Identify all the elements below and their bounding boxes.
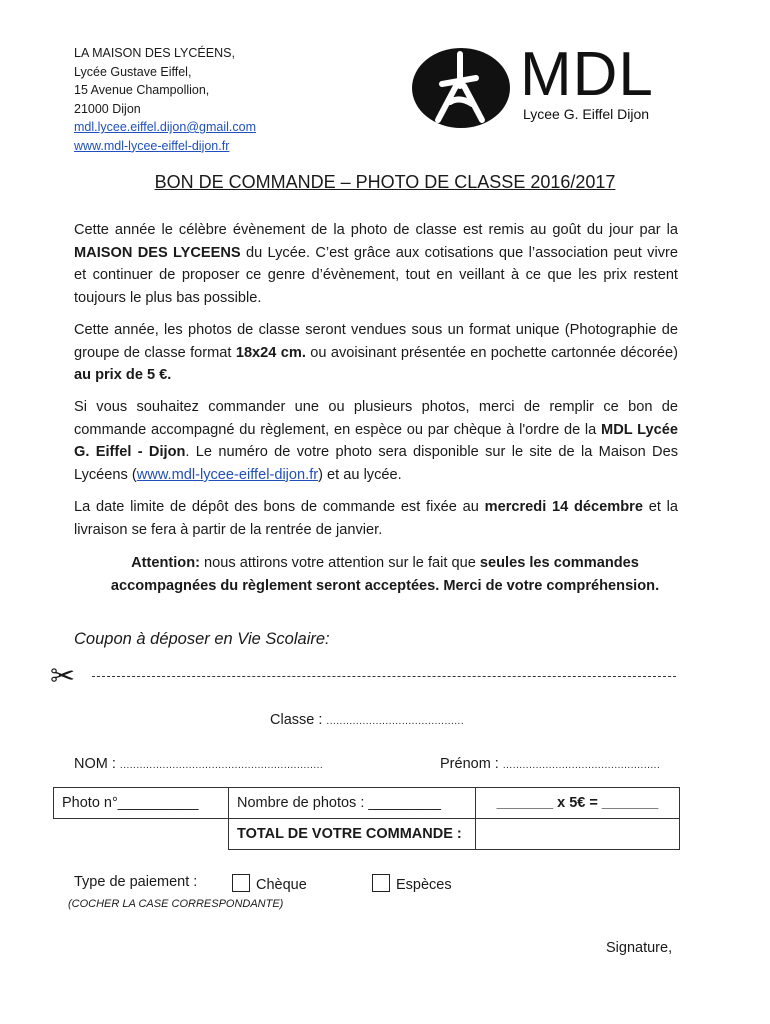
prenom-label: Prénom : [440,756,503,772]
text: Cette année, les photos de classe seront vendues sous un format unique (Photographie de groupe de classe format [74,322,678,361]
especes-label: Espèces [396,877,452,893]
empty-cell [54,819,229,850]
photo-number-cell[interactable]: Photo n°__________ [54,788,229,819]
table-row [54,788,680,819]
text: nous attirons votre attention sur le fait que [200,555,480,571]
cheque-checkbox[interactable] [232,874,250,892]
coupon-heading: Coupon à déposer en Vie Scolaire: [74,630,330,648]
paragraph-format [74,319,678,387]
text-bold: MAISON DES LYCEENS [74,244,241,261]
page-title: BON DE COMMANDE – PHOTO DE CLASSE 2016/2017 [154,172,616,192]
cheque-option[interactable] [232,874,307,893]
payment-instruction: (COCHER LA CASE CORRESPONDANTE) [68,898,284,910]
calc-cell[interactable]: _______ x 5€ = _______ [476,788,680,819]
paragraph-deadline [74,496,678,541]
address-line: Lycée Gustave Eiffel, [74,64,192,79]
photo-count-cell[interactable]: Nombre de photos : _________ [229,788,476,819]
total-label-cell: TOTAL DE VOTRE COMMANDE : [229,819,476,850]
order-table [53,787,680,850]
text: La date limite de dépôt des bons de commande est fixée au [74,499,485,515]
text: ) et au lycée. [318,466,402,483]
email-link[interactable]: mdl.lycee.eiffel.dijon@gmail.com [74,120,256,134]
price-bold: au prix de 5 €. [74,367,172,384]
prenom-dots: ................................................ [502,760,661,771]
text: du Lycée. C’est grâce aux cotisations que l’association peut vivre et continuer de proposer ce genre d’évènement, tout en veillant à ce que les prix restent toujours le plus bas possible. [74,244,678,306]
header-address [74,44,256,155]
address-line: 21000 Dijon [74,101,141,116]
especes-option[interactable] [372,874,452,893]
text: . Le numéro de votre photo sera disponible sur le site de la Maison Des Lycéens ( [74,444,678,483]
payment-label: Type de paiement : [74,874,198,890]
text: Cette année le célèbre évènement de la photo de classe est remis au goût du jour par la [74,222,678,238]
total-value-cell[interactable] [476,819,680,850]
website-link[interactable]: www.mdl-lycee-eiffel-dijon.fr [136,466,319,483]
prenom-field[interactable] [440,756,660,772]
attention-notice [100,552,670,597]
text-bold: 18x24 cm. [235,344,306,361]
scissors-icon: ✂ [50,660,76,693]
text-bold: MDL Lycée G. Eiffel - Dijon [74,421,678,461]
classe-label: Classe : [270,712,327,728]
text-bold: seules les commandes accompagnées du règlement seront acceptées. Merci de votre compréhension. [110,555,660,594]
especes-checkbox[interactable] [372,874,390,892]
text: ou avoisinant présentée en pochette cartonnée décorée) [305,344,678,361]
deadline-bold: mercredi 14 décembre [484,499,643,515]
attention-label: Attention: [131,555,200,571]
eiffel-tower-icon [412,48,510,128]
paragraph-intro [74,219,678,309]
paragraph-order [74,396,678,486]
logo-text: MDL [520,40,654,109]
address-line: LA MAISON DES LYCÉENS, [74,46,235,60]
nom-field[interactable] [74,756,323,772]
classe-dots: .......................................... [326,716,465,727]
address-line: 15 Avenue Champollion, [74,83,210,97]
cheque-label: Chèque [256,877,307,893]
table-row [54,819,680,850]
signature-label: Signature, [606,940,673,956]
text: et la livraison se fera à partir de la rentrée de janvier. [74,499,678,538]
cut-line [92,676,676,677]
logo-subtitle: Lycee G. Eiffel Dijon [523,106,650,122]
classe-field[interactable] [270,712,464,728]
text: Si vous souhaitez commander une ou plusieurs photos, merci de remplir ce bon de commande accompagné du règlement, en espèce ou par chèque à l'ordre de la [74,399,678,438]
website-link[interactable]: www.mdl-lycee-eiffel-dijon.fr [74,138,230,153]
nom-dots: .............................................................. [119,760,324,771]
nom-label: NOM : [74,756,120,772]
